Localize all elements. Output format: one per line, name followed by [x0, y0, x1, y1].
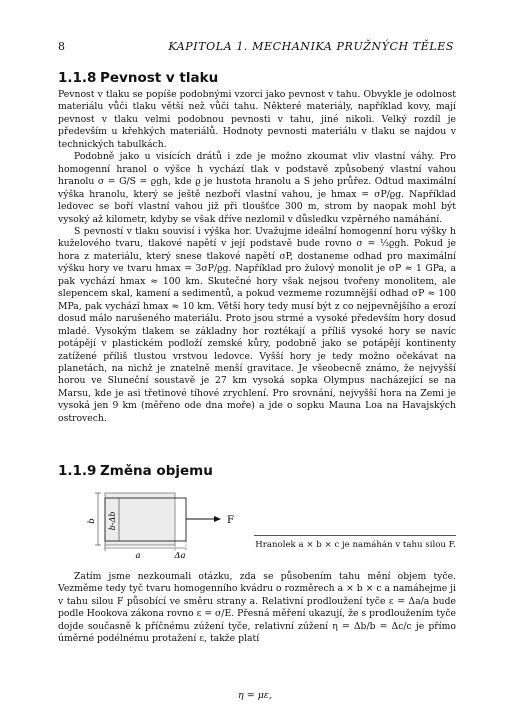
section-heading-pevnost [58, 70, 218, 86]
label-a: a [135, 551, 141, 559]
section-title: Pevnost v tlaku [100, 70, 219, 86]
equation: η = με, [238, 690, 272, 701]
page-header [58, 40, 454, 54]
section-body-pevnost [58, 89, 456, 425]
paragraph: Pevnost v tlaku se popíše podobnými vzorci jako pevnost v tahu. Obvykle je odolnost materiálu vůči tlaku větší než vůči tahu. Některé materiály, například kovy, mají pevnost v tlaku velmi podobnou pevnosti v tahu, jiné nikoli. Velký rozdíl je především u křehkých materiálů. Hodnoty pevnosti materiálu v tlaku se najdou v technických tabulkách. [58, 89, 456, 150]
section-title: Změna objemu [100, 463, 213, 479]
section-body-zmena-objemu [58, 571, 456, 646]
label-b-minus-db: b-Δb [108, 511, 117, 531]
section-heading-zmena-objemu [58, 463, 213, 479]
paragraph: Zatím jsme nezkoumali otázku, zda se působením tahu mění objem tyče. Vezměme tedy tyč tvaru homogenního kvádru o rozměrech a × b × c a namáhejme ji v tahu silou F působící ve směru strany a. Relativní prodloužení tyče ε = Δa/a bude podle Hookova zákona rovno ε = σ/E. Přesná měření ukazují, že s prodloužením tyče dojde současně k příčnému zúžení tyče, relativní zúžení η = Δb/b = Δc/c je přímo úměrné podélnému protažení ε, takže platí [58, 571, 456, 645]
figure-caption: Hranolek a × b × c je namáhán v tahu silou F. [255, 540, 456, 550]
arrow-head-icon [214, 516, 221, 522]
block-figure [86, 489, 256, 559]
paragraph: S pevností v tlaku souvisí i výška hor. Uvažujme ideální homogenní horu výšky h kuželového tvaru, tlakové napětí v její podstavě bude rovno σ = ⅓ϱgh. Pokud je hora z materiálu, který snese tlakové napětí σP, dostaneme odhad pro maximální výšku hory ve tvaru hmax = 3σP/ϱg. Například pro žulový monolit je σP ≈ 1 GPa, a pak vychází hmax ≈ 100 km. Skutečné hory však nejsou tvořeny monolitem, ale slepencem skal, kamení a sedimentů, a pokud vezmeme rozumnější odhad σP ≈ 100 MPa, pak vychází hmax ≈ 10 km. Větší hory tedy musí být z co nejpevnějšího a erozí dosud málo narušeného materiálu. Proto jsou strmé a vysoké především hory dosud mladé. Vysokým tlakem se základny hor roztékají a příliš vysoké hory se navíc potápějí v plastickém podloží zemské kůry, podobně jako se potápějí kontinenty zatížené příliš tlustou vrstvou ledovce. Vyšší hory je tedy možno očekávat na planetách, na nichž je znatelně menší gravitace. Je všeobecně známo, že nejvyšší horou ve Sluneční soustavě je 27 km vysoká sopka Olympus nacházející se na Marsu, kde je asi třetinové tíhové zrychlení. Pro srovnání, nejvyšší hora na Zemi je vysoká jen 9 km (měřeno ode dna moře) a jde o sopku Mauna Loa na Havajských ostrovech. [58, 225, 456, 424]
section-number: 1.1.8 [58, 70, 97, 86]
caption-rule [254, 535, 456, 536]
label-force: F [227, 515, 234, 526]
chapter-title: KAPITOLA 1. MECHANIKA PRUŽNÝCH TĚLES [168, 40, 454, 53]
label-b: b [87, 518, 97, 524]
label-da: Δa [174, 551, 186, 559]
page-number: 8 [58, 40, 66, 53]
section-number: 1.1.9 [58, 463, 97, 479]
paragraph: Podobně jako u visících drátů i zde je možno zkoumat vliv vlastní váhy. Pro homogenní hranol o výšce h vychází tlak v podstavě způsobený vlastní vahou hranolu σ = G/S = ϱgh, kde ϱ je hustota hranolu a S jeho průřez. Odtud maximální výška hranolu, který se ještě nezboří vlastní vahou, je hmax = σP/ϱg. Například ledovec se boří vlastní vahou již při tloušťce 300 m, strom by naopak mohl být vysoký až kilometr, kdyby se však dříve nezlomil v důsledku vzpěrného namáhání. [58, 151, 456, 225]
